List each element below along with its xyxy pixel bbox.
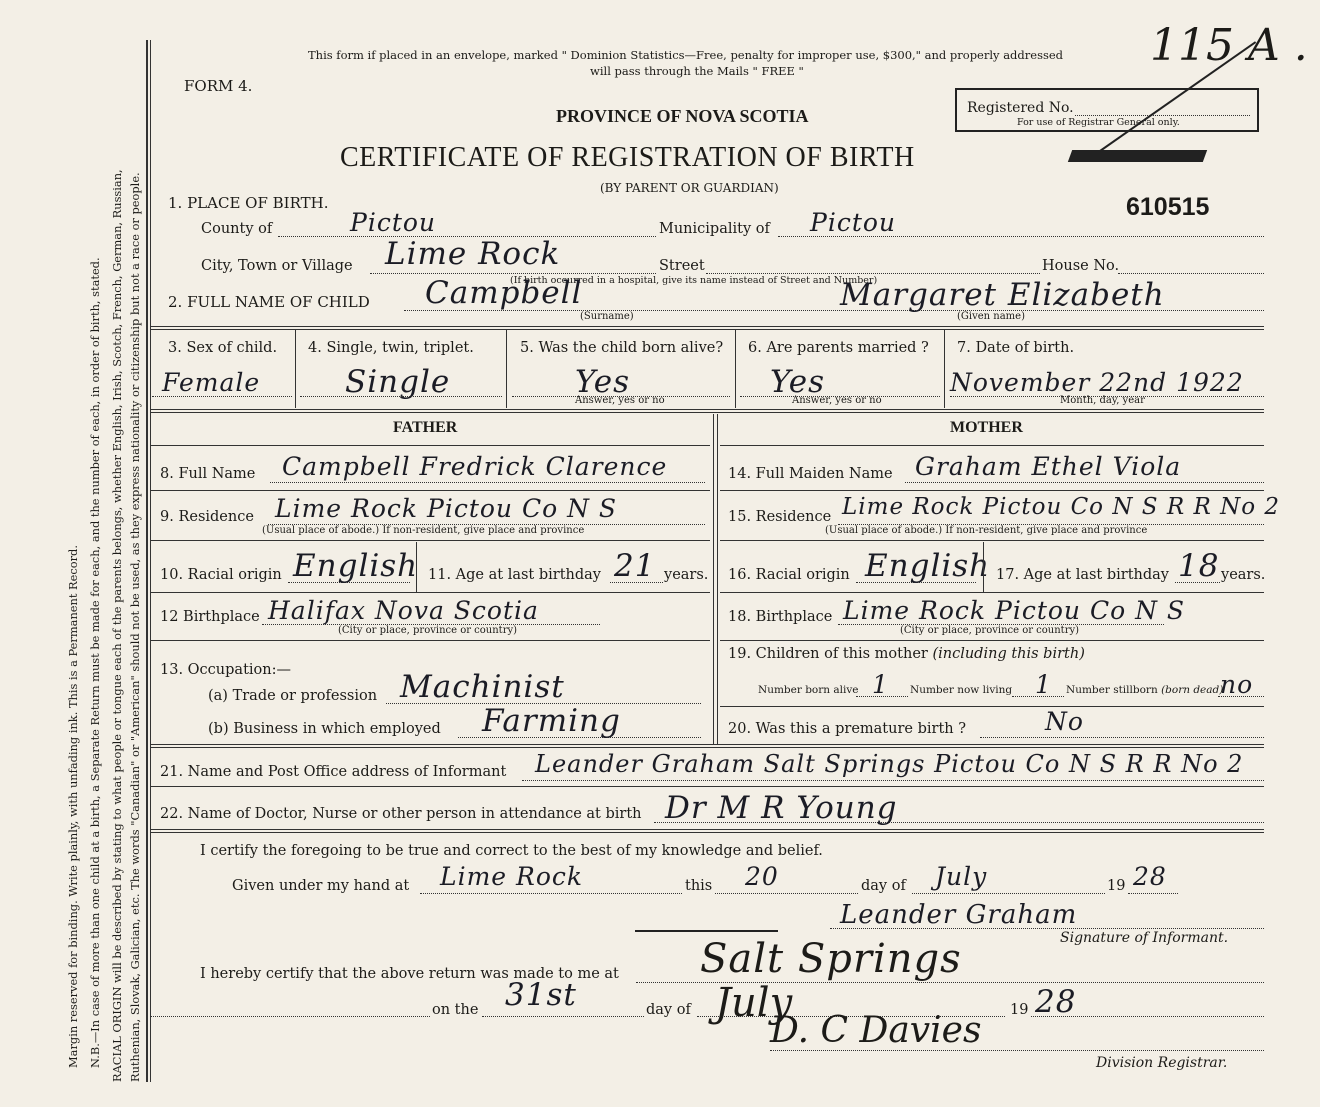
stillborn-italic: (born dead) bbox=[1161, 684, 1224, 696]
father-age-value: 21 bbox=[614, 548, 656, 584]
margin-note-binding: Margin reserved for binding. Write plainly, with unfading ink. This is a Permanent Record. bbox=[66, 545, 80, 1068]
registered-no-box bbox=[955, 88, 1259, 132]
mother-age-value: 18 bbox=[1178, 548, 1220, 584]
date-of-birth-value: November 22nd 1922 bbox=[950, 368, 1244, 397]
father-heading: FATHER bbox=[393, 419, 458, 436]
multiple-birth-value: Single bbox=[345, 364, 451, 400]
business-label: (b) Business in which employed bbox=[208, 721, 441, 737]
document-title: CERTIFICATE OF REGISTRATION OF BIRTH bbox=[340, 142, 915, 173]
division-registrar-label: Division Registrar. bbox=[1096, 1055, 1228, 1071]
father-age-label: 11. Age at last birthday bbox=[428, 567, 601, 583]
province-heading: PROVINCE OF NOVA SCOTIA bbox=[556, 106, 809, 126]
this-label: this bbox=[685, 878, 713, 894]
postal-notice-2: will pass through the Mails " FREE " bbox=[590, 64, 804, 78]
registrar-day-of-label: day of bbox=[646, 1002, 691, 1018]
municipality-label: Municipality of bbox=[659, 221, 770, 237]
parents-married-value: Yes bbox=[770, 364, 826, 400]
surname-caption: (Surname) bbox=[580, 311, 634, 322]
parents-married-label: 6. Are parents married ? bbox=[748, 340, 929, 356]
registrar-year-value: 28 bbox=[1035, 984, 1077, 1020]
living-count-label: Number now living bbox=[910, 684, 1013, 696]
certify-statement: I certify the foregoing to be true and correct to the best of my knowledge and belief. bbox=[200, 843, 823, 859]
stillborn-count: no bbox=[1220, 670, 1254, 699]
mother-name-label: 14. Full Maiden Name bbox=[728, 466, 893, 482]
informant-value: Leander Graham Salt Springs Pictou Co N S R R No 2 bbox=[535, 750, 1244, 778]
born-alive-caption: Answer, yes or no bbox=[575, 395, 665, 406]
father-race-label: 10. Racial origin bbox=[160, 567, 282, 583]
mother-birthplace-caption: (City or place, province or country) bbox=[900, 625, 1080, 636]
municipality-value: Pictou bbox=[810, 208, 897, 237]
premature-value: No bbox=[1045, 707, 1084, 736]
registrar-place-value: Salt Springs bbox=[700, 936, 962, 982]
doctor-label: 22. Name of Doctor, Nurse or other person in attendance at birth bbox=[160, 806, 642, 822]
mother-residence-value: Lime Rock Pictou Co N S R R No 2 bbox=[842, 494, 1281, 520]
form-number: FORM 4. bbox=[184, 77, 253, 95]
father-residence-value: Lime Rock Pictou Co N S bbox=[275, 494, 618, 523]
year-prefix: 19 bbox=[1107, 878, 1126, 894]
stamp-number: 610515 bbox=[1126, 193, 1210, 221]
on-the-label: on the bbox=[432, 1002, 479, 1018]
date-of-birth-caption: Month, day, year bbox=[1060, 395, 1145, 406]
place-of-birth-heading: 1. PLACE OF BIRTH. bbox=[168, 194, 329, 212]
multiple-birth-label: 4. Single, twin, triplet. bbox=[308, 340, 474, 356]
mother-name-value: Graham Ethel Viola bbox=[915, 452, 1182, 481]
hospital-note: (If birth occurred in a hospital, give its name instead of Street and Number) bbox=[510, 275, 878, 286]
sex-value: Female bbox=[162, 368, 261, 397]
sex-label: 3. Sex of child. bbox=[168, 340, 278, 356]
margin-note-nb: N.B.—In case of more than one child at a birth, a Separate Return must be made for each, and the number of each, in order of birth, stated. bbox=[88, 257, 102, 1068]
business-value: Farming bbox=[482, 703, 621, 739]
registrar-year-prefix: 19 bbox=[1010, 1002, 1029, 1018]
born-alive-value: Yes bbox=[575, 364, 631, 400]
given-year-value: 28 bbox=[1133, 862, 1167, 891]
given-day-value: 20 bbox=[745, 862, 779, 891]
child-name-label: 2. FULL NAME OF CHILD bbox=[168, 293, 370, 311]
registered-no-note: For use of Registrar General only. bbox=[1017, 117, 1180, 128]
stillborn-label bbox=[1066, 684, 1223, 696]
informant-label: 21. Name and Post Office address of Informant bbox=[160, 764, 507, 780]
occupation-label: 13. Occupation:— bbox=[160, 662, 291, 678]
signature-informant-label: Signature of Informant. bbox=[1060, 930, 1229, 946]
premature-label: 20. Was this a premature birth ? bbox=[728, 721, 966, 737]
children-label: 19. Children of this mother bbox=[728, 646, 928, 662]
corner-handwritten-number: 115 A . bbox=[1150, 20, 1308, 71]
children-italic: (including this birth) bbox=[932, 646, 1085, 662]
margin-note-racial-1: RACIAL ORIGIN will be described by stating to what people or tongue each of the parents belongs, whether English, Irish, Scotch, French, German, Russian, bbox=[110, 169, 124, 1082]
father-birthplace-value: Halifax Nova Scotia bbox=[268, 596, 539, 625]
child-given-name: Margaret Elizabeth bbox=[840, 277, 1165, 313]
given-under-hand-label: Given under my hand at bbox=[232, 878, 410, 894]
date-of-birth-label: 7. Date of birth. bbox=[957, 340, 1075, 356]
county-value: Pictou bbox=[350, 208, 437, 237]
house-no-label: House No. bbox=[1042, 258, 1120, 274]
born-alive-count-label: Number born alive bbox=[758, 684, 859, 696]
city-label: City, Town or Village bbox=[201, 258, 353, 274]
registered-no-label: Registered No. bbox=[967, 100, 1074, 116]
margin-rule bbox=[146, 40, 148, 1082]
day-of-label: day of bbox=[861, 878, 906, 894]
registrar-signature: D. C Davies bbox=[770, 1010, 982, 1051]
postal-notice: This form if placed in an envelope, marked " Dominion Statistics—Free, penalty for improper use, $300," and properly addressed bbox=[308, 48, 1064, 62]
mother-residence-label: 15. Residence bbox=[728, 509, 832, 525]
living-count: 1 bbox=[1035, 670, 1052, 699]
mother-age-label: 17. Age at last birthday bbox=[996, 567, 1169, 583]
given-name-caption: (Given name) bbox=[957, 311, 1025, 322]
born-alive-label: 5. Was the child born alive? bbox=[520, 340, 724, 356]
trade-label: (a) Trade or profession bbox=[208, 688, 378, 704]
mother-birthplace-value: Lime Rock Pictou Co N S bbox=[843, 596, 1186, 625]
registrar-month-value: July bbox=[715, 980, 793, 1026]
mother-birthplace-label: 18. Birthplace bbox=[728, 609, 833, 625]
father-birthplace-caption: (City or place, province or country) bbox=[338, 625, 518, 636]
father-race-value: English bbox=[293, 548, 419, 584]
strikethrough-mark bbox=[1068, 150, 1207, 162]
trade-value: Machinist bbox=[400, 669, 565, 705]
father-name-value: Campbell Fredrick Clarence bbox=[282, 452, 668, 481]
doctor-value: Dr M R Young bbox=[665, 790, 898, 826]
children-of-mother bbox=[728, 646, 1085, 662]
father-residence-label: 9. Residence bbox=[160, 509, 254, 525]
parents-married-caption: Answer, yes or no bbox=[792, 395, 882, 406]
born-alive-count: 1 bbox=[872, 670, 889, 699]
father-birthplace-label: 12 Birthplace bbox=[160, 609, 260, 625]
county-label: County of bbox=[201, 221, 273, 237]
mother-heading: MOTHER bbox=[950, 419, 1023, 436]
given-place-value: Lime Rock bbox=[440, 862, 584, 891]
separator-line bbox=[635, 930, 778, 932]
mother-race-label: 16. Racial origin bbox=[728, 567, 850, 583]
margin-rule-inner bbox=[150, 40, 151, 1082]
stillborn-text: Number stillborn bbox=[1066, 684, 1158, 696]
mother-race-value: English bbox=[865, 548, 991, 584]
mother-residence-caption: (Usual place of abode.) If non-resident, give place and province bbox=[825, 525, 1148, 536]
registrar-day-value: 31st bbox=[505, 977, 577, 1013]
registrar-statement: I hereby certify that the above return was made to me at bbox=[200, 966, 619, 982]
father-residence-caption: (Usual place of abode.) If non-resident, give place and province bbox=[262, 525, 585, 536]
mother-age-unit: years. bbox=[1221, 567, 1266, 583]
father-age-unit: years. bbox=[664, 567, 709, 583]
father-name-label: 8. Full Name bbox=[160, 466, 256, 482]
child-surname: Campbell bbox=[425, 275, 583, 311]
informant-signature: Leander Graham bbox=[840, 900, 1078, 930]
street-label: Street bbox=[659, 258, 705, 274]
margin-note-racial-2: Ruthenian, Slovak, Galician, etc. The words "Canadian" or "American" should not be used, as they express nationality or citizenship but not a race or people. bbox=[128, 172, 142, 1082]
document-subtitle: (BY PARENT OR GUARDIAN) bbox=[600, 181, 779, 195]
given-month-value: July bbox=[935, 862, 988, 891]
city-value: Lime Rock bbox=[385, 236, 561, 272]
